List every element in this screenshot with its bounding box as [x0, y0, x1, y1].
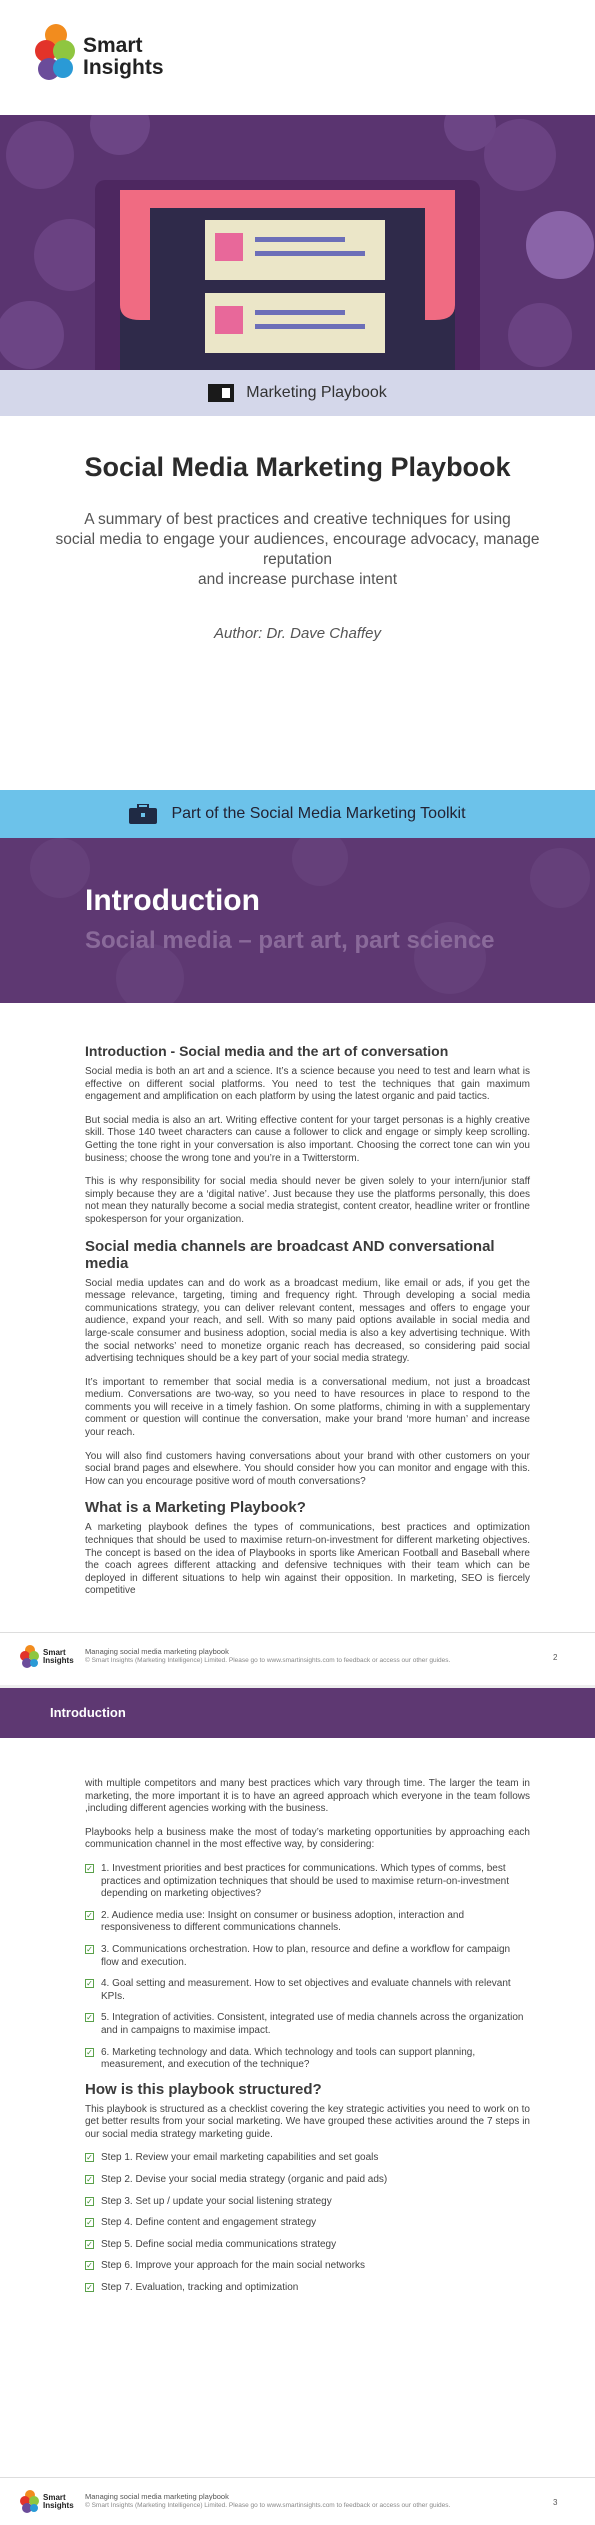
checkbox-icon: ✓: [86, 2047, 93, 2057]
checkbox-icon: ✓: [86, 1910, 93, 1920]
paragraph: This is why responsibility for social media should never be given solely to your intern/junior staff simply because they are a ‘digital native’. Just because they use the platforms personally, this does not mean they naturally become a social media strategist, content creator, headline writer or frontline spokesperson for your organization.: [85, 1176, 530, 1225]
checkbox-icon: ✓: [86, 1979, 93, 1989]
heading-art-of-conversation: Introduction - Social media and the art of conversation: [85, 1043, 449, 1059]
banner-bubbles: [0, 838, 595, 1003]
paragraph: But social media is also an art. Writing effective content for your target personas is a highly creative skill. Those 140 tweet characters can cause a follower to click and engage or simply keep scrolling. Getting the tone right in your conversation is also important. Choosing the correct tone can win you business; choose the wrong tone and you’re in a Twitterstorm.: [85, 1114, 530, 1164]
checkbox-icon: ✓: [86, 2196, 93, 2206]
logo-icon: [35, 24, 77, 90]
smart-insights-logo[interactable]: [35, 24, 164, 90]
section-header-label: Introduction: [50, 1705, 126, 1720]
list-item: ✓ 2. Audience media use: Insight on consumer or business adoption, interaction and responsiveness to different communications channels.: [86, 1909, 465, 1934]
footer-title: Managing social media marketing playbook: [85, 1647, 229, 1656]
list-item: ✓ 3. Communications orchestration. How to plan, resource and define a workflow for campaign flow and execution.: [86, 1943, 511, 1968]
checkbox-icon: ✓: [86, 2261, 93, 2271]
considerations-list: [85, 1863, 530, 2072]
checkbox-icon: ✓: [86, 2175, 93, 2185]
paragraph: with multiple competitors and many best practices which vary through time. The larger the team in marketing, the more important it is to have an agreed approach which everyone in the team follows ,including different agencies working with the business.: [85, 1778, 530, 1815]
page2-content: [85, 1043, 530, 1609]
paragraph: It’s important to remember that social media is a conversational medium, not just a broadcast medium. Conversations are two-way, so you need to have resources in place to respond to the comments you will receive in a timely fashion. On some platforms, chiming in with a supplementary comment or question will continue the conversation, make your brand ‘more human’ and increase your reach.: [85, 1376, 530, 1439]
page-number: 3: [553, 2498, 558, 2507]
page-footer: [0, 2477, 595, 2525]
checkbox-icon: ✓: [86, 2283, 93, 2293]
footer-copyright: © Smart Insights (Marketing Intelligence) Limited. Please go to www.smartinsights.com to feedback or access our other guides.: [85, 1657, 451, 1664]
paragraph: This playbook is structured as a checklist covering the key strategic activities you need to work on to get better results from your social marketing. We have grouped these activities around the 7 steps in our social media strategy marketing guide.: [85, 2103, 530, 2140]
hero-illustration: [0, 115, 595, 370]
list-item: ✓ Step 1. Review your email marketing capabilities and set goals: [86, 2152, 379, 2164]
toolkit-bar[interactable]: [0, 790, 595, 838]
paragraph: Playbooks help a business make the most of today’s marketing opportunities by approaching each communication channel in the most effective way, by considering:: [85, 1826, 530, 1851]
hero-artwork: [0, 115, 595, 370]
footer-copyright: © Smart Insights (Marketing Intelligence) Limited. Please go to www.smartinsights.com to feedback or access our other guides.: [85, 2502, 451, 2509]
footer-logo: Smart Insights: [20, 2490, 74, 2514]
document-subtitle: A summary of best practices and creative techniques for using social media to engage your audiences, encourage advocacy, manage reputation and increase purchase intent: [55, 511, 540, 588]
list-item: ✓ Step 3. Set up / update your social listening strategy: [86, 2195, 332, 2207]
document-title: Social Media Marketing Playbook: [84, 452, 511, 482]
heading-broadcast-conversational: Social media channels are broadcast AND conversational media: [85, 1237, 495, 1272]
heading-what-is-playbook: What is a Marketing Playbook?: [85, 1499, 306, 1517]
paragraph: Social media updates can and do work as a broadcast medium, like email or ads, if you get the message relevance, targeting, timing and frequency right. Through developing a social media communications strategy, you can deliver relevant content, messages and offers to engage your audience, expand your reach, and sell. With so many paid options available in social media and large-scale consumer and business adoption, social media is also a key advertising technique. With the social networks’ need to monetize organic reach has decreased, so considering paid social advertising techniques should be a key part of your social media strategy.: [85, 1277, 530, 1365]
list-item: ✓ Step 7. Evaluation, tracking and optimization: [86, 2282, 299, 2294]
logo-text-line1: Smart: [83, 34, 143, 57]
page-number: 2: [553, 1653, 558, 1662]
playbook-type-label: Marketing Playbook: [246, 384, 387, 401]
checkbox-icon: ✓: [86, 2013, 93, 2023]
checkbox-icon: ✓: [86, 1944, 93, 1954]
paragraph: Social media is both an art and a science. It’s a science because you need to test and learn what is effective on different social platforms. You need to test the techniques that gain maximum engagement and amplification on each platform by using the latest organic and paid tactics.: [85, 1066, 530, 1103]
section-title: Introduction: [85, 884, 260, 917]
list-item: ✓ Step 2. Devise your social media strategy (organic and paid ads): [86, 2174, 388, 2186]
list-item: ✓ 1. Investment priorities and best practices for communications. Which types of comms, best practices and optimization techniques that should be used to maximise return-on-investment depending on marketing objectives?: [86, 1862, 509, 1900]
checkbox-icon: ✓: [86, 2218, 93, 2228]
page-footer: [0, 1632, 595, 1680]
list-item: ✓ 5. Integration of activities. Consistent, integrated use of media channels across the organization and in campaigns to maximise impact.: [86, 2012, 524, 2036]
list-item: ✓ 6. Marketing technology and data. Which technology and tools can support planning, measurement, and execution of the technique?: [86, 2046, 476, 2071]
logo-icon: [20, 1645, 40, 1669]
checkbox-icon: ✓: [86, 1863, 93, 1873]
page3-content: [85, 1778, 530, 2304]
footer-title: Managing social media marketing playbook: [85, 2492, 229, 2501]
toolkit-label: Part of the Social Media Marketing Toolkit: [171, 805, 466, 822]
list-item: ✓ Step 6. Improve your approach for the main social networks: [86, 2260, 366, 2272]
book-icon: [208, 384, 234, 402]
list-item: ✓ Step 5. Define social media communications strategy: [86, 2238, 337, 2250]
checkbox-icon: ✓: [86, 2153, 93, 2163]
steps-list: [85, 2152, 530, 2294]
author: Author: Dr. Dave Chaffey: [213, 625, 381, 642]
heading-playbook-structure: How is this playbook structured?: [85, 2080, 322, 2098]
paragraph: A marketing playbook defines the types of communications, best practices and optimization techniques that should be used to maximise return-on-investment for different marketing objectives. The concept is based on the idea of Playbooks in sports like American Football and Baseball where the coach agrees different attacking and defensive techniques with their team which can be deployed in different situations to help win against their opposition. In marketing, SEO is fiercely competitive: [85, 1522, 530, 1597]
footer-logo: Smart Insights: [20, 1645, 74, 1669]
list-item: ✓ Step 4. Define content and engagement strategy: [86, 2217, 317, 2229]
header: [0, 0, 595, 115]
playbook-type-bar: [0, 370, 595, 416]
section-header-strip: [0, 1688, 595, 1738]
introduction-banner: [0, 838, 595, 1003]
paragraph: You will also find customers having conversations about your brand with other customers on your social brand pages and elsewhere. You should consider how you can monitor and engage with this. How can you encourage positive word of mouth conversations?: [85, 1450, 530, 1487]
logo-text-line2: Insights: [83, 56, 164, 79]
list-item: ✓ 4. Goal setting and measurement. How to set objectives and evaluate channels with relevant KPIs.: [86, 1978, 511, 2002]
checkbox-icon: ✓: [86, 2239, 93, 2249]
section-subtitle: Social media – part art, part science: [85, 927, 495, 954]
briefcase-icon: [129, 804, 157, 824]
logo-icon: [20, 2490, 40, 2514]
